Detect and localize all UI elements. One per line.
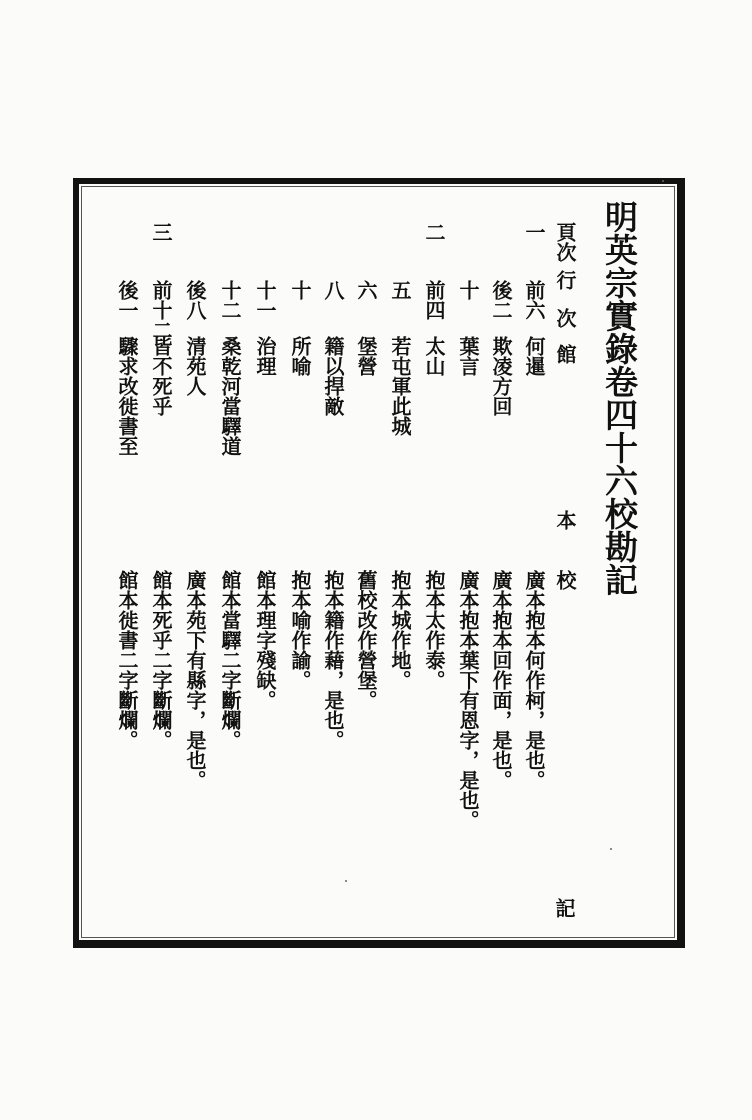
speck [662,180,664,182]
row-position: 前六 [522,280,546,320]
row-note: 館本徙書二字斷爛。 [115,570,139,750]
row-text: 治理 [253,336,277,376]
row-text: 葉言 [456,336,480,376]
header-ji: 記 [552,898,576,918]
row-text: 所喻 [288,336,312,376]
row-position: 五 [388,280,412,300]
row-note: 抱本太作泰。 [422,570,446,690]
row-position: 八 [321,280,345,300]
row-note: 廣本抱本回作面，是也。 [489,570,513,790]
row-note: 館本理字殘缺。 [253,570,277,710]
row-text: 欺凌方回 [489,336,513,416]
row-page: 一 [522,222,546,242]
row-note: 廣本抱本葉下有恩字，是也。 [456,570,480,830]
row-text: 驟求改徙書至 [115,336,139,456]
row-position: 後一 [115,280,139,320]
row-note: 館本當驛二字斷爛。 [218,570,242,750]
header-guan: 館 [553,344,577,364]
header-line-label: 行 [553,270,577,290]
row-position: 後二 [489,280,513,320]
row-position: 十一 [253,280,277,320]
page-title: 明英宗實錄卷四十六校勘記 [600,200,639,596]
row-text: 桑乾河當驛道 [218,336,242,456]
row-position: 十二 [218,280,242,320]
row-text: 清苑人 [183,336,207,396]
row-text: 堡營 [354,336,378,376]
header-ben: 本 [553,510,577,530]
speck [345,880,347,882]
row-text: 籍以捍敵 [321,336,345,416]
header-page: 頁次 [553,222,577,262]
speck [610,848,612,850]
row-text: 何暹 [522,336,546,376]
row-position: 十 [456,280,480,300]
row-page: 二 [422,222,446,242]
row-position: 十 [288,280,312,300]
row-note: 館本死乎二字斷爛。 [149,570,173,750]
header-jiao: 校 [553,570,577,590]
row-text: 太山 [422,336,446,376]
header-line-index: 次 [553,308,577,328]
row-note: 抱本籍作藉，是也。 [321,570,345,750]
row-note: 廣本抱本何作柯，是也。 [522,570,546,790]
row-position: 後八 [183,280,207,320]
row-position: 六 [354,280,378,300]
row-note: 抱本城作地。 [388,570,412,690]
row-page: 三 [149,222,173,242]
row-note: 廣本苑下有縣字，是也。 [183,570,207,790]
row-note: 舊校改作營堡。 [354,570,378,710]
row-text: 若屯軍此城 [388,336,412,436]
row-text: 皆不死乎 [149,336,173,416]
row-note: 抱本喻作諭。 [288,570,312,690]
row-position: 前四 [422,280,446,320]
row-position: 前十二 [149,280,173,340]
